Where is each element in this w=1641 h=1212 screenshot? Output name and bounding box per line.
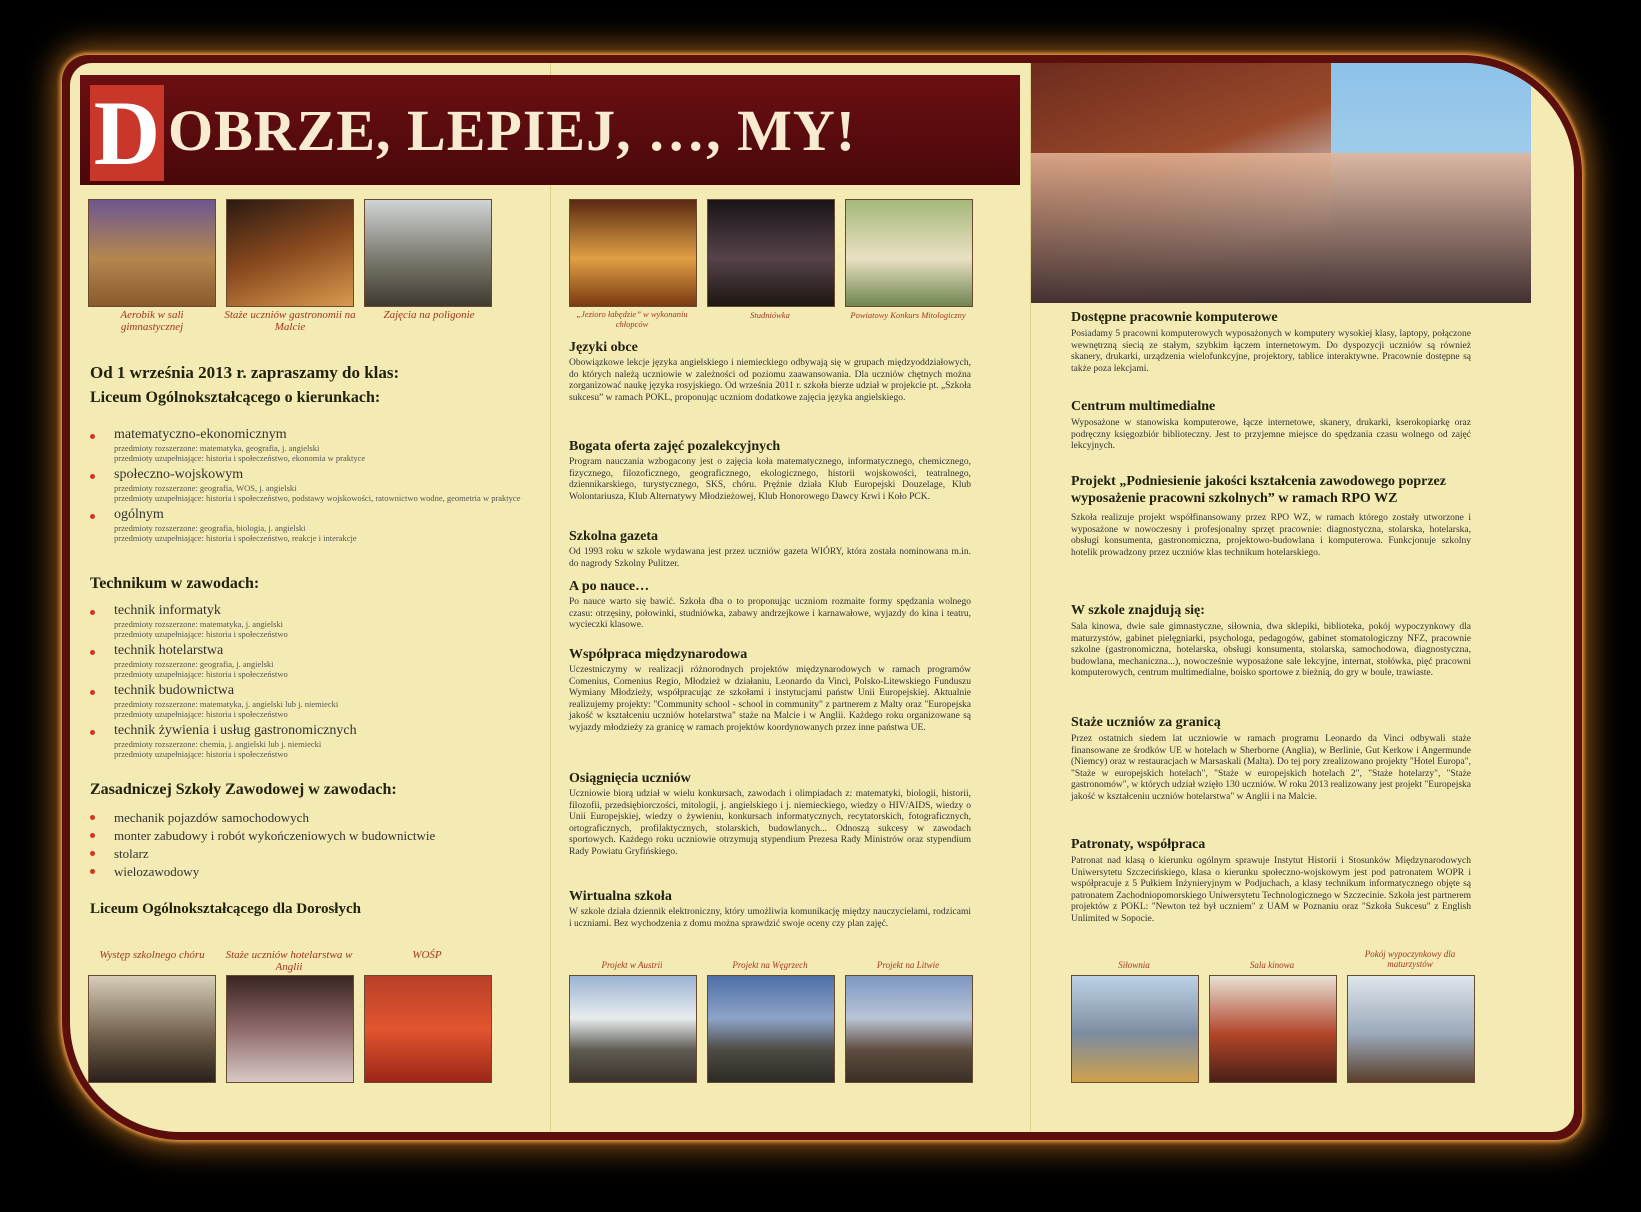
section-title: Współpraca międzynarodowa: [569, 647, 748, 662]
list-item: monter zabudowy i robót wykończeniowych w budownictwie: [86, 827, 526, 844]
section-title: W szkole znajdują się:: [1071, 603, 1205, 618]
section-text: W szkole działa dziennik elektroniczny, który umożliwia komunikację między nauczycielami, rodzicami i uczniami. Bez wychodzenia z domu można sprawdzić swoje oceny czy plan zajęć.: [569, 907, 971, 929]
list-item: technik budownictwa przedmioty rozszerzone: matematyka, j. angielski lub j. niemiecki przedmioty uzupełniające: historia i społeczeństwo: [86, 683, 526, 719]
caption-swan-lake: „Jezioro łabędzie” w wykonaniu chłopców: [576, 309, 688, 329]
caption-gastronomy-malta: Staże uczniów gastronomii na Malcie: [224, 309, 356, 333]
list-item: technik żywienia i usług gastronomicznych przedmioty rozszerzone: chemia, j. angielski lub j. niemiecki przedmioty uzupełniające: historia i społeczeństwo: [86, 723, 526, 759]
caption-aerobics: Aerobik w sali gimnastycznej: [120, 309, 184, 333]
caption-wosp: WOŚP: [412, 949, 442, 961]
section-text: Obowiązkowe lekcje języka angielskiego i niemieckiego odbywają się w grupach międzyoddziałowych, do których należą uczniowie w zależności od poziomu zaawansowania. Dla uczniów chętnych można zorganizować naukę języka rosyjskiego. Od września 2011 r. szkoła bierze udział w projekcie pt. „Szkoła sukcesu” w ramach POKL, proponując uczniom dodatkowe zajęcia języka angielskiego.: [569, 358, 971, 403]
section-title: Wirtualna szkoła: [569, 889, 672, 904]
section-title: Dostępne pracownie komputerowe: [1071, 310, 1278, 325]
brochure-paper: [70, 63, 1574, 1132]
list-item: technik informatyk przedmioty rozszerzone: matematyka, j. angielski przedmioty uzupełniające: historia i społeczeństwo: [86, 603, 526, 639]
column-middle: [550, 63, 1031, 1132]
section-text: Uczestniczymy w realizacji różnorodnych projektów międzynarodowych w ramach programów Comenius, Comenius Regio, Młodzież w działaniu, Leonardo da Vinci, Polsko-Litewskiego Funduszu Wymiany Młodzieży, współpracując ze szkołami i instytucjami państw Unii Europejskiej. Aktualnie realizujemy projekty: "Community school - school in community" z partnerem z Malty oraz "Europejska jakość w kształceniu uczniów hotelarstwa" staże na Malcie i w Anglii. Każdego roku organizowane są wyjazdy młodzieży za granicę w ramach projektów koordynowanych przez inne państwa UE.: [569, 665, 971, 733]
photo-gym: [1071, 975, 1199, 1083]
section-text: Posiadamy 5 pracowni komputerowych wyposażonych w komputery wysokiej klasy, laptopy, połączone wewnętrzną siecią ze stałym, szybkim łączem internetowym. Do dyspozycji uczniów są również skanery, drukarki, urządzenia wielofunkcyjne, projektory, tablice interaktywne. Pracownie dostępne są także poza lekcjami.: [1071, 329, 1471, 374]
column-left: [70, 63, 550, 1132]
list-item: wielozawodowy: [86, 863, 526, 880]
caption-training-ground: Zajęcia na poligonie: [383, 309, 475, 321]
list-item: stolarz: [86, 845, 526, 862]
section-text: Patronat nad klasą o kierunku ogólnym sprawuje Instytut Historii i Stosunków Międzynarodowych Uniwersytetu Szczecińskiego, klasa o kierunku społeczno-wojskowym jest pod patronatem WOPR i współpracuje z 5 Pułkiem Inżynieryjnym w Podjuchach, a klasy technikum informatycznego objęte są patronatem Zachodniopomorskiego Uniwersytetu Technologicznego w Szczecinie. Szkoła jest partnerem projektów z POKL: "Newton też był uczniem" z UAM w Poznaniu oraz "Szkoła Sukcesu" z English Unlimited w Sopocie.: [1071, 856, 1471, 924]
photo-choir: [88, 975, 216, 1083]
list-item: ogólnym przedmioty rozszerzone: geografia, biologia, j. angielski przedmioty uzupełniające: historia i społeczeństwo, reakcje i interakcje: [86, 507, 526, 543]
title-banner: [80, 75, 1020, 185]
section-title: Bogata oferta zajęć pozalekcyjnych: [569, 439, 781, 454]
photo-rest-room: [1347, 975, 1475, 1083]
section-title: Osiągnięcia uczniów: [569, 771, 691, 786]
section-title: Języki obce: [569, 340, 638, 355]
heading-zsz: Zasadniczej Szkoły Zawodowej w zawodach:: [90, 781, 397, 798]
section-title: Centrum multimedialne: [1071, 399, 1216, 414]
heading-invite: Od 1 września 2013 r. zapraszamy do klas:: [90, 363, 400, 382]
section-text: Szkoła realizuje projekt współfinansowany przez RPO WZ, w ramach którego zostały utworzone i wyposażone w nowoczesny i profesjonalny sprzęt pracownie: diagnostyczna, stolarska, hotelarska, obsługi konsumenta, gastronomiczna, projektowo-budowlana i komputerowa. Funkcjonuje szkolny hotelik prowadzony przez uczniów klas technikum hotelarskiego.: [1071, 513, 1471, 558]
section-title: A po nauce…: [569, 579, 650, 594]
brochure-frame: [62, 55, 1582, 1140]
photo-studniowka: [707, 199, 835, 307]
caption-cinema-hall: Sala kinowa: [1249, 960, 1295, 970]
section-title: Patronaty, współpraca: [1071, 837, 1206, 852]
caption-rest-room: Pokój wypoczynkowy dla maturzystów: [1364, 949, 1456, 969]
list-item: społeczno-wojskowym przedmioty rozszerzone: geografia, WOS, j. angielski przedmioty uzupełniające: historia i społeczeństwo, podstawy wojskowości, ratownictwo wodne, geometria w praktyce: [86, 467, 526, 503]
photo-hotel-england: [226, 975, 354, 1083]
section-text: Przez ostatnich siedem lat uczniowie w ramach programu Leonardo da Vinci odbywali staże finansowane ze środków UE w hotelach w Sherborne (Anglia), w Berlinie, Gut Kerkow i Angermunde (Niemcy) oraz w restauracjach w Marsaskali (Malta). Do tej pory zrealizowano projekty "Hotel Europa", "Staże w europejskich hotelach", "Staże w europejskich hotelach 2", "Staże hotelarzy", "Staże gastronomów", w których udział wzięło 130 uczniów. W roku 2013 realizowany jest projekt "Europejska jakość w kształceniu uczniów hotelarstwa" w Anglii i na Malcie.: [1071, 734, 1471, 802]
heading-lo: Liceum Ogólnokształcącego o kierunkach:: [90, 389, 381, 406]
section-title: Szkolna gazeta: [569, 529, 659, 544]
zsz-list: [86, 809, 526, 881]
tech-profile-list: [86, 603, 526, 763]
caption-lithuania: Projekt na Litwie: [876, 960, 940, 970]
photo-mythology-contest: [845, 199, 973, 307]
heading-tech: Technikum w zawodach:: [90, 575, 260, 592]
section-text: Sala kinowa, dwie sale gimnastyczne, siłownia, dwa sklepiki, biblioteka, pokój wypoczynkowy dla maturzystów, gabinet pielęgniarki, psychologa, pedagogów, gabinet stomatologiczny NFZ, pracownie szkolne (gastronomiczna, hotelarska, obsługi konsumenta, stolarska, samochodowa, diagnostyczna, budowlana, mechaniczna...), nowocześnie wyposażone sale lekcyjne, internat, stołówka, pięć pracowni komputerowych, centrum multimedialne, boisko sportowe z bieżnią, do gry w boule, trawiaste.: [1071, 622, 1471, 679]
photo-hungary: [707, 975, 835, 1083]
photo-cinema-hall: [1209, 975, 1337, 1083]
lo-profile-list: [86, 427, 526, 547]
photo-gastronomy-malta: [226, 199, 354, 307]
list-item: mechanik pojazdów samochodowych: [86, 809, 526, 826]
photo-swan-lake: [569, 199, 697, 307]
caption-gym: Siłownia: [1118, 960, 1150, 970]
caption-austria: Projekt w Austrii: [601, 960, 663, 970]
photo-training-ground: [364, 199, 492, 307]
photo-austria: [569, 975, 697, 1083]
photo-wosp: [364, 975, 492, 1083]
section-title: Projekt „Podniesienie jakości kształcenia zawodowego poprzez wyposażenie pracowni szkolnych” w ramach RPO WZ: [1071, 474, 1446, 506]
photo-aerobics: [88, 199, 216, 307]
section-text: Po nauce warto się bawić. Szkoła dba o to proponując uczniom rozmaite formy spędzania wolnego czasu: otrzęsiny, połowinki, studniówka, zabawy andrzejkowe i karnawałowe, wyjazdy do kina i teatru, wycieczki klasowe.: [569, 597, 971, 631]
section-text: Uczniowie biorą udział w wielu konkursach, zawodach i olimpiadach z: matematyki, biologii, historii, filozofii, przedsiębiorczości, mitologii, j. angielskiego i j. niemieckiego, wiedzy o HIV/AIDS, wiedzy o Unii Europejskiej, wiedzy o żywieniu, konkursach informatycznych, recytatorskich, fotograficznych, ortograficznych, profilaktycznych, stolarskich, budowlanych... Odnoszą sukcesy w zawodach sportowych. Każdego roku uczniowie otrzymują stypendium Prezesa Rady Ministrów oraz stypendium Rady Powiatu Gryfińskiego.: [569, 789, 971, 857]
section-text: Program nauczania wzbogacony jest o zajęcia koła matematycznego, informatycznego, chemicznego, fizycznego, filozoficznego, geograficznego, ekologicznego, historii wojskowości, teatralnego, dziennikarskiego, turystycznego, SKS, chóru. Prężnie działa Klub Europejski Douzelage, Klub Wolontariusza, Klub Alternatywy Młodzieżowej, Klub Honorowego Dawcy Krwi i Koło PCK.: [569, 457, 971, 502]
caption-hungary: Projekt na Węgrzech: [732, 960, 808, 970]
section-text: Od 1993 roku w szkole wydawana jest przez uczniów gazeta WIÓRY, która została nominowana m.in. do nagrody Szkolny Pulitzer.: [569, 547, 971, 569]
photo-lithuania: [845, 975, 973, 1083]
caption-choir: Występ szkolnego chóru: [99, 949, 205, 961]
caption-mythology-contest: Powiatowy Konkurs Mitologiczny: [850, 310, 966, 320]
caption-hotel-england: Staże uczniów hotelarstwa w Anglii: [225, 949, 353, 973]
section-title: Staże uczniów za granicą: [1071, 715, 1221, 730]
photo-students-hero: [1031, 63, 1531, 303]
page-title: OBRZE, LEPIEJ, …, MY!: [168, 98, 857, 163]
title-initial: D: [90, 85, 164, 181]
section-text: Wyposażone w stanowiska komputerowe, łącze internetowe, skanery, drukarki, kserokopiarkę oraz podręczny księgozbiór biblioteczny. Jest to przyjemne miejsce do spędzania czasu wolnego od zajęć lekcyjnych.: [1071, 418, 1471, 452]
caption-studniowka: Studniówka: [750, 310, 790, 320]
list-item: technik hotelarstwa przedmioty rozszerzone: geografia, j. angielski przedmioty uzupełniające: historia i społeczeństwo: [86, 643, 526, 679]
photo-students-crowd: [1031, 153, 1531, 303]
list-item: matematyczno-ekonomicznym przedmioty rozszerzone: matematyka, geografia, j. angielski przedmioty uzupełniające: historia i społeczeństwo, ekonomia w praktyce: [86, 427, 526, 463]
column-right: [1030, 63, 1531, 1132]
heading-adult: Liceum Ogólnokształcącego dla Dorosłych: [90, 901, 361, 917]
